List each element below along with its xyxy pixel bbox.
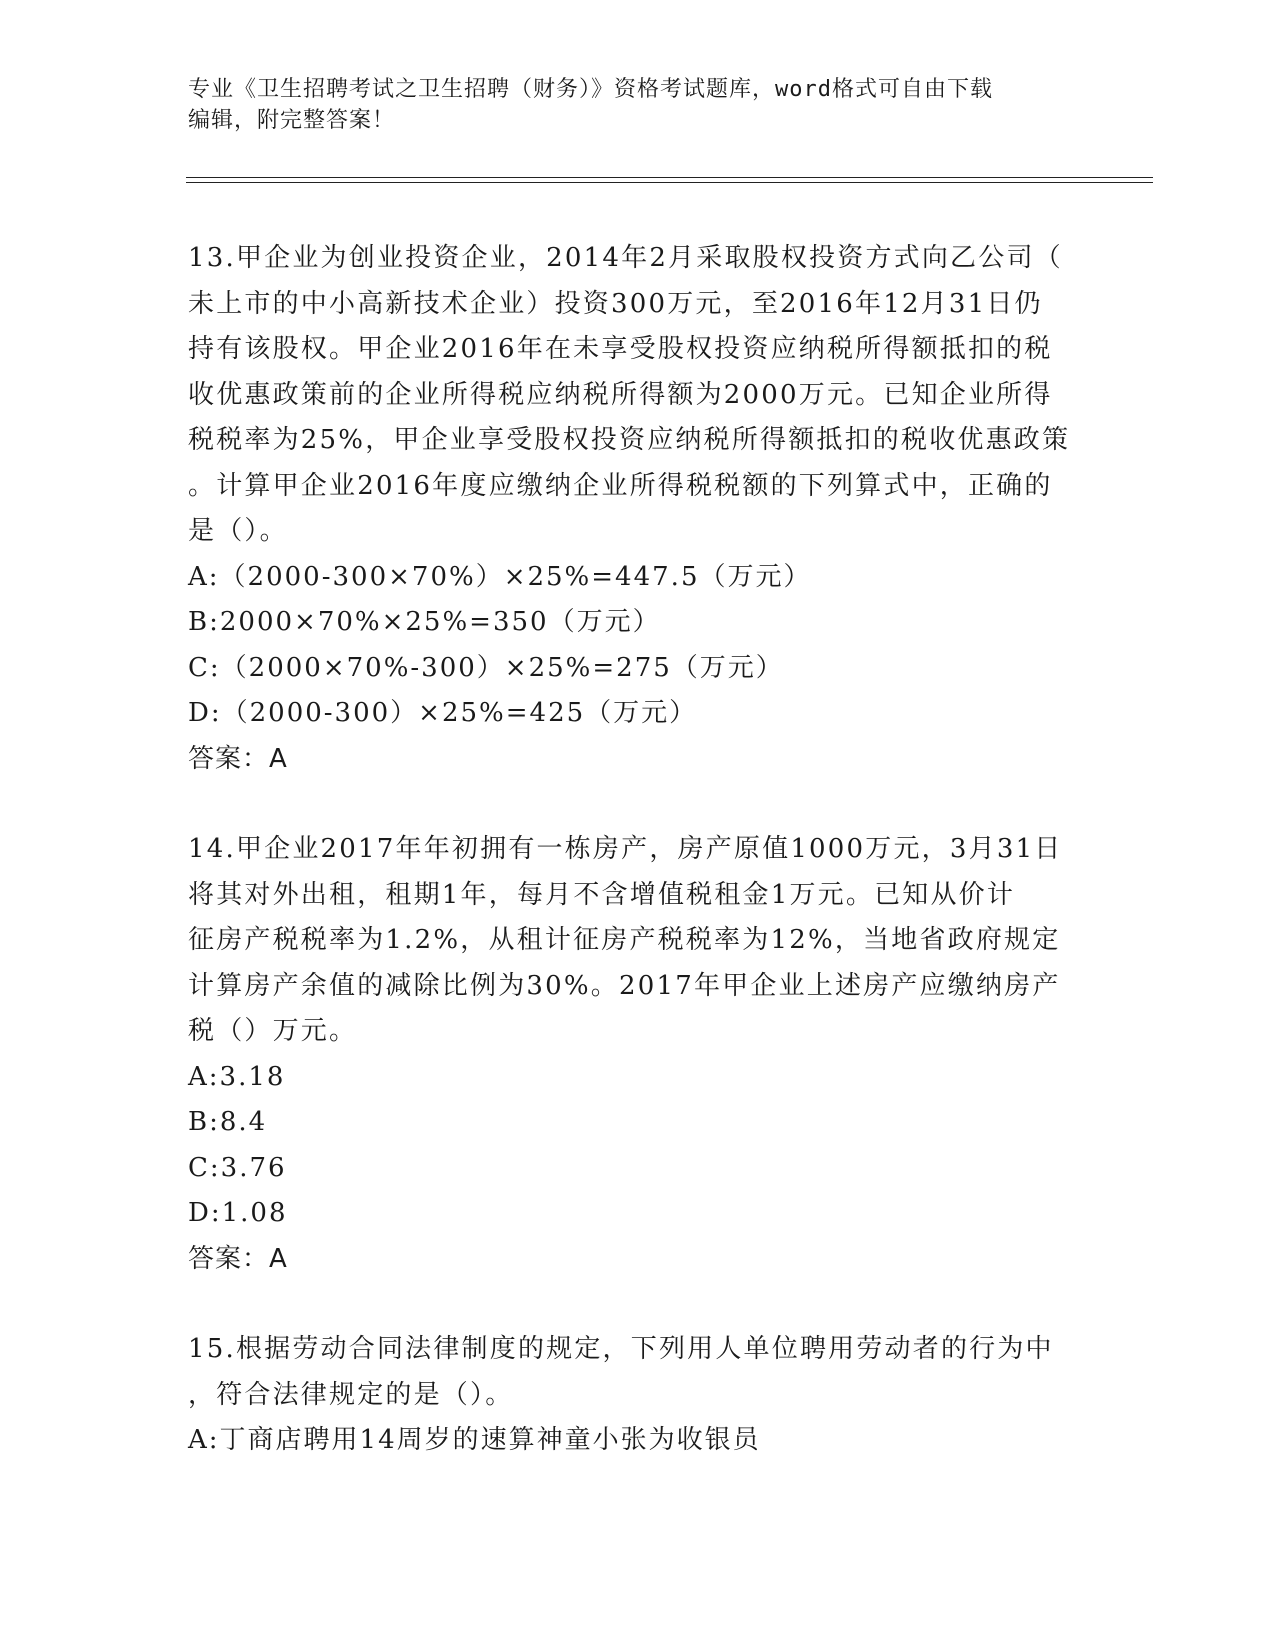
page-header (188, 74, 1088, 136)
question-14-line-3: 征房产税税率为1.2%，从租计征房产税税率为12%，当地省政府规定 (188, 925, 1061, 955)
question-13 (188, 236, 1088, 782)
question-13-line-6: 。计算甲企业2016年度应缴纳企业所得税税额的下列算式中，正确的 (188, 470, 1053, 501)
question-list (188, 236, 1088, 1464)
question-15 (188, 1327, 1088, 1464)
question-14-option-a: A:3.18 (188, 1061, 286, 1092)
question-13-line-4: 收优惠政策前的企业所得税应纳税所得额为2000万元。已知企业所得 (188, 379, 1053, 410)
header-line-1: 专业《卫生招聘考试之卫生招聘（财务）》资格考试题库，word格式可自由下载 (188, 77, 993, 102)
question-13-line-1: 13.甲企业为创业投资企业，2014年2月采取股权投资方式向乙公司（ (188, 243, 1063, 273)
question-14 (188, 827, 1088, 1282)
question-spacer (188, 782, 1088, 827)
header-divider-top (186, 177, 1153, 178)
question-15-line-1: 15.根据劳动合同法律制度的规定，下列用人单位聘用劳动者的行为中 (188, 1334, 1054, 1364)
question-13-option-a: A:（2000-300×70%）×25%=447.5（万元） (188, 561, 812, 592)
question-13-line-5: 税税率为25%，甲企业享受股权投资应纳税所得额抵扣的税收优惠政策 (188, 425, 1071, 455)
question-13-option-b: B:2000×70%×25%=350（万元） (188, 607, 661, 637)
question-14-line-1: 14.甲企业2017年年初拥有一栋房产，房产原值1000万元，3月31日 (188, 834, 1063, 864)
question-14-line-2: 将其对外出租，租期1年，每月不含增值税租金1万元。已知从价计 (188, 879, 1016, 910)
question-14-line-4: 计算房产余值的减除比例为30%。2017年甲企业上述房产应缴纳房产 (188, 970, 1061, 1001)
question-13-option-c: C:（2000×70%-300）×25%=275（万元） (188, 652, 784, 683)
question-14-line-5: 税（）万元。 (188, 1016, 358, 1046)
question-15-option-a: A:丁商店聘用14周岁的速算神童小张为收银员 (188, 1425, 761, 1455)
question-spacer (188, 1282, 1088, 1327)
question-14-option-c: C:3.76 (188, 1152, 287, 1183)
question-13-line-2: 未上市的中小高新技术企业）投资300万元，至2016年12月31日仍 (188, 288, 1043, 319)
header-line-2: 编辑，附完整答案！ (188, 108, 396, 133)
question-14-option-b: B:8.4 (188, 1107, 268, 1137)
question-13-line-3: 持有该股权。甲企业2016年在未享受股权投资应纳税所得额抵扣的税 (188, 334, 1053, 364)
question-13-answer: 答案：A (188, 743, 288, 774)
question-14-answer: 答案：A (188, 1243, 288, 1274)
question-13-option-d: D:（2000-300）×25%=425（万元） (188, 698, 698, 728)
question-15-line-2: ，符合法律规定的是（）。 (188, 1379, 514, 1410)
header-divider-bottom (186, 182, 1153, 183)
question-14-option-d: D:1.08 (188, 1198, 288, 1228)
question-13-line-7: 是（）。 (188, 516, 288, 546)
